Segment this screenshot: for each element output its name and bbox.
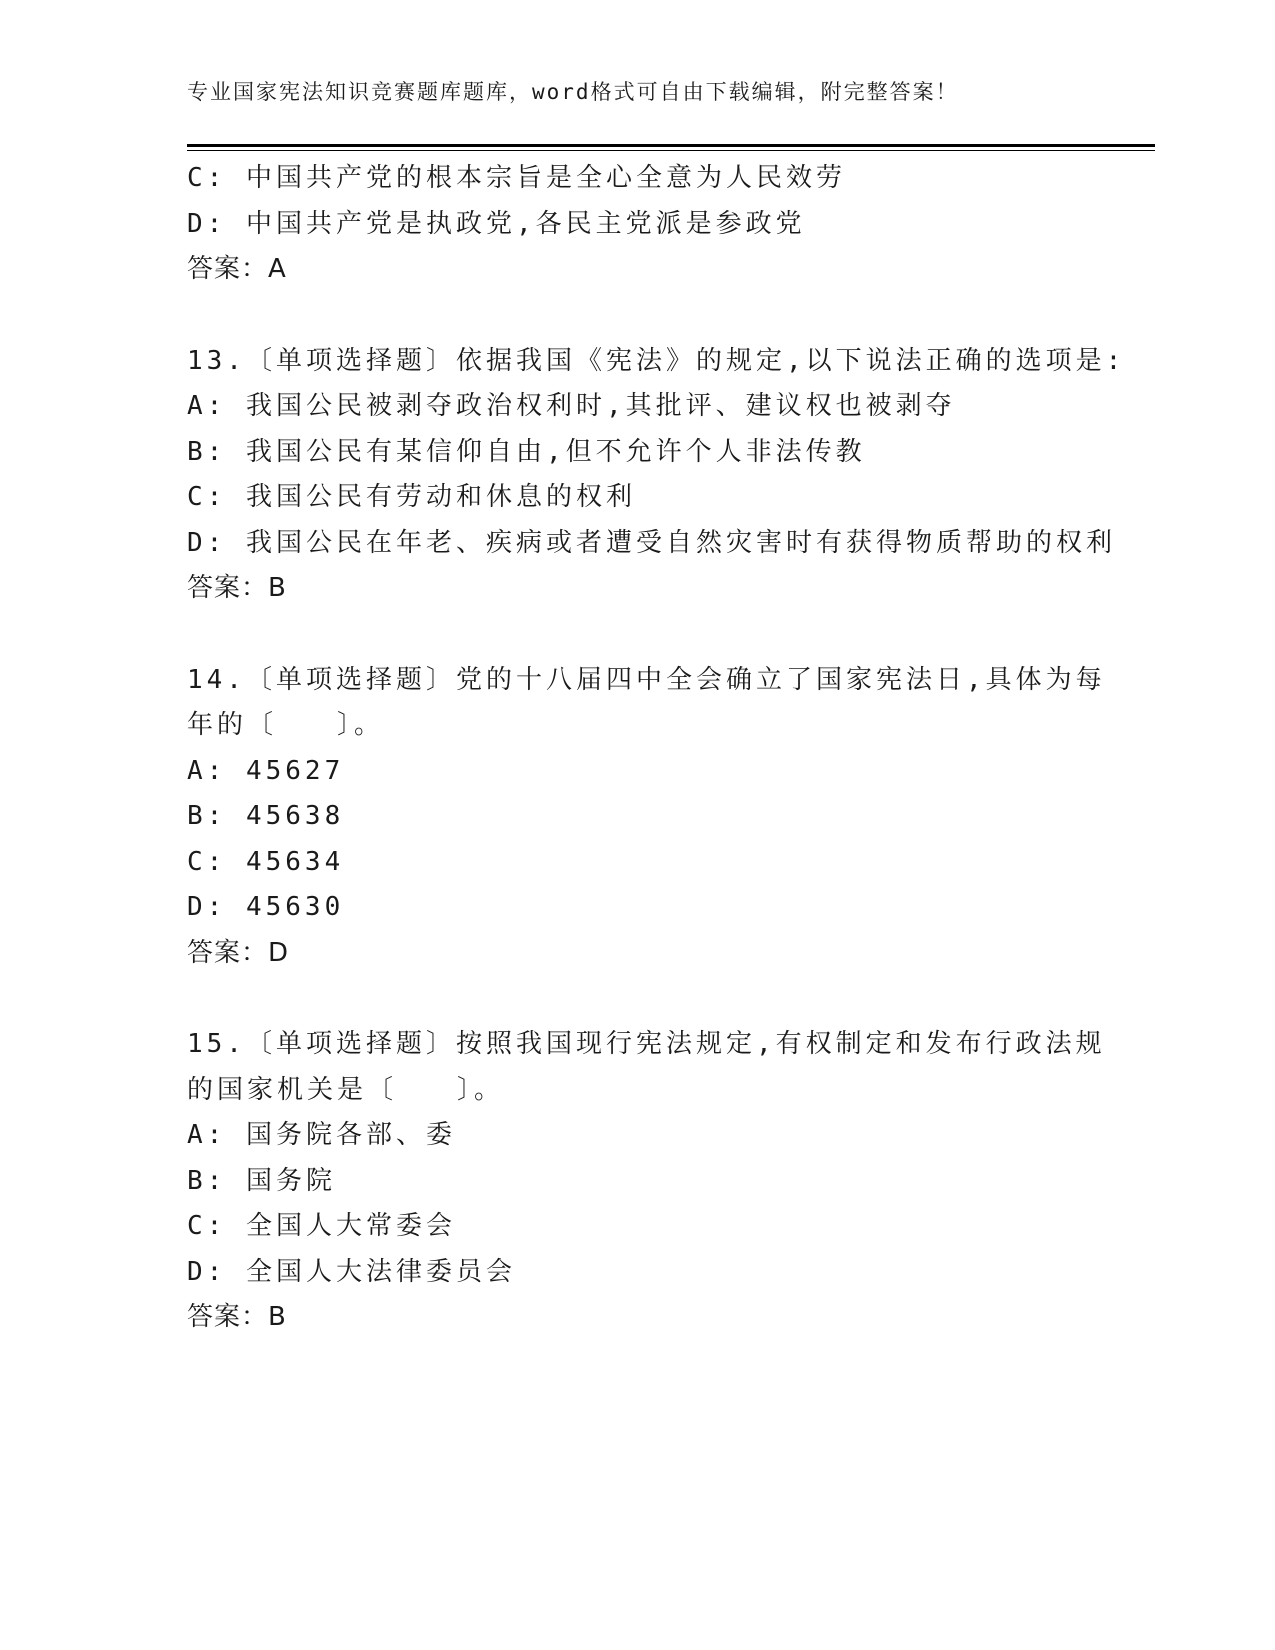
option-c: C: 我国公民有劳动和休息的权利 xyxy=(187,482,636,512)
answer-line: 答案：D xyxy=(187,937,290,968)
option-a: A: 国务院各部、委 xyxy=(187,1120,456,1150)
question-15-text: 15.〔单项选择题〕按照我国现行宪法规定,有权制定和发布行政法规 xyxy=(187,1029,1106,1059)
question-13-text: 13.〔单项选择题〕依据我国《宪法》的规定,以下说法正确的选项是: xyxy=(187,345,1126,376)
option-b: B: 我国公民有某信仰自由,但不允许个人非法传教 xyxy=(187,436,866,467)
option-a: A: 45627 xyxy=(187,755,345,786)
option-d: D: 我国公民在年老、疾病或者遭受自然灾害时有获得物质帮助的权利 xyxy=(187,527,1116,558)
answer-line: 答案：A xyxy=(187,254,287,284)
option-c: C: 中国共产党的根本宗旨是全心全意为人民效劳 xyxy=(187,163,846,193)
option-b: B: 45638 xyxy=(187,801,345,831)
option-b: B: 国务院 xyxy=(187,1165,336,1196)
option-d: D: 全国人大法律委员会 xyxy=(187,1256,516,1287)
option-c: C: 全国人大常委会 xyxy=(187,1211,456,1241)
header-rule-thick xyxy=(187,144,1155,147)
question-14-text-cont: 年的〔 〕。 xyxy=(187,710,385,740)
question-15-text-cont: 的国家机关是〔 〕。 xyxy=(187,1074,505,1105)
option-a: A: 我国公民被剥夺政治权利时,其批评、建议权也被剥夺 xyxy=(187,391,956,421)
option-d: D: 中国共产党是执政党,各民主党派是参政党 xyxy=(187,208,806,239)
answer-line: 答案：B xyxy=(187,1302,287,1332)
page-header: 专业国家宪法知识竞赛题库题库，word格式可自由下载编辑，附完整答案！ xyxy=(187,80,959,104)
option-c: C: 45634 xyxy=(187,846,345,877)
answer-line: 答案：B xyxy=(187,573,287,603)
question-content xyxy=(187,156,1126,1341)
question-14-text: 14.〔单项选择题〕党的十八届四中全会确立了国家宪法日,具体为每 xyxy=(187,664,1106,695)
header-rule-thin xyxy=(187,150,1155,151)
option-d: D: 45630 xyxy=(187,892,345,922)
